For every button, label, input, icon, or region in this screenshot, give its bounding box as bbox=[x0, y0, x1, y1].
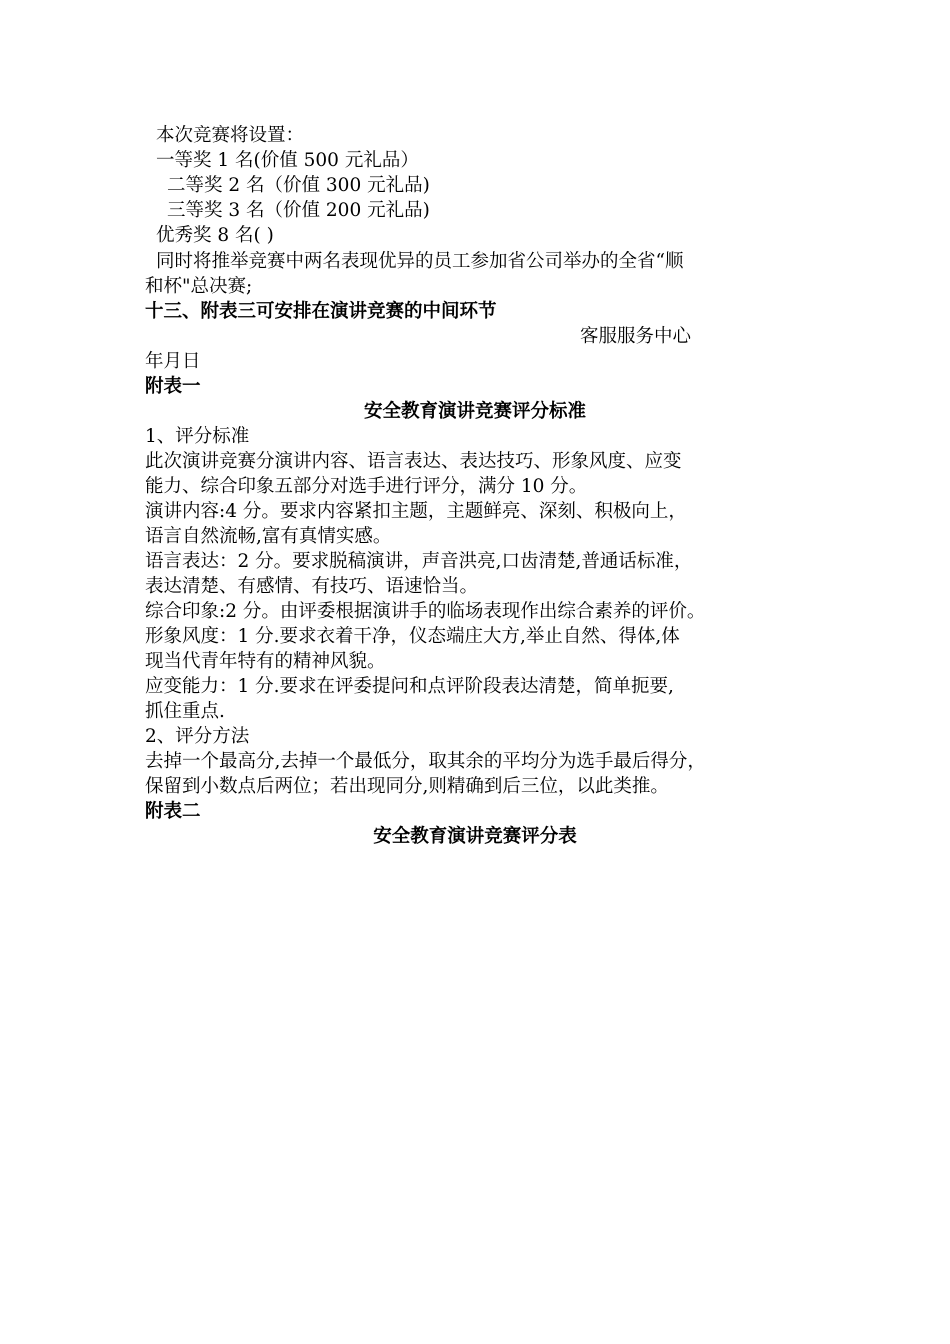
standard-line: 综合印象:2 分。由评委根据演讲手的临场表现作出综合素养的评价。 bbox=[145, 601, 706, 622]
standard-line: 语言自然流畅,富有真情实感。 bbox=[145, 526, 392, 547]
appendix-1-label: 附表一 bbox=[145, 376, 201, 397]
method-line: 去掉一个最高分,去掉一个最低分，取其余的平均分为选手最后得分， bbox=[145, 751, 706, 772]
appendix-2-title: 安全教育演讲竞赛评分表 bbox=[373, 826, 577, 847]
prizes-intro: 本次竞赛将设置： bbox=[156, 125, 305, 146]
recommend-line-1: 同时将推举竞赛中两名表现优异的员工参加省公司举办的全省“顺 bbox=[156, 251, 684, 272]
date-line: 年月日 bbox=[145, 351, 201, 372]
standard-line: 现当代青年特有的精神风貌。 bbox=[145, 651, 386, 672]
prize-first: 一等奖 1 名(价值 500 元礼品） bbox=[156, 150, 419, 171]
prize-second: 二等奖 2 名（价值 300 元礼品) bbox=[167, 175, 430, 196]
section-13-heading: 十三、附表三可安排在演讲竞赛的中间环节 bbox=[145, 301, 497, 322]
recommend-line-2: 和杯"总决赛; bbox=[145, 276, 253, 297]
appendix-1-title: 安全教育演讲竞赛评分标准 bbox=[363, 401, 586, 422]
scoring-method-heading: 2、评分方法 bbox=[145, 726, 250, 747]
prize-excellent: 优秀奖 8 名( ) bbox=[156, 225, 274, 246]
standard-line: 表达清楚、有感情、有技巧、语速恰当。 bbox=[145, 576, 479, 597]
scoring-standard-heading: 1、评分标准 bbox=[145, 426, 250, 447]
standard-line: 此次演讲竞赛分演讲内容、语言表达、表达技巧、形象风度、应变 bbox=[145, 451, 682, 472]
method-line: 保留到小数点后两位；若出现同分,则精确到后三位，以此类推。 bbox=[145, 776, 669, 797]
standard-line: 语言表达：2 分。要求脱稿演讲，声音洪亮,口齿清楚,普通话标准， bbox=[145, 551, 693, 572]
standard-line: 抓住重点. bbox=[145, 701, 225, 722]
signature: 客服服务中心 bbox=[580, 326, 692, 347]
standard-line: 形象风度：1 分.要求衣着干净，仪态端庄大方,举止自然、得体,体 bbox=[145, 626, 680, 647]
standard-line: 应变能力：1 分.要求在评委提问和点评阶段表达清楚，简单扼要, bbox=[145, 676, 674, 697]
appendix-2-label: 附表二 bbox=[145, 801, 201, 822]
standard-line: 能力、综合印象五部分对选手进行评分，满分 10 分。 bbox=[145, 476, 588, 497]
prize-third: 三等奖 3 名（价值 200 元礼品) bbox=[167, 200, 430, 221]
standard-line: 演讲内容:4 分。要求内容紧扣主题，主题鲜亮、深刻、积极向上， bbox=[145, 501, 687, 522]
